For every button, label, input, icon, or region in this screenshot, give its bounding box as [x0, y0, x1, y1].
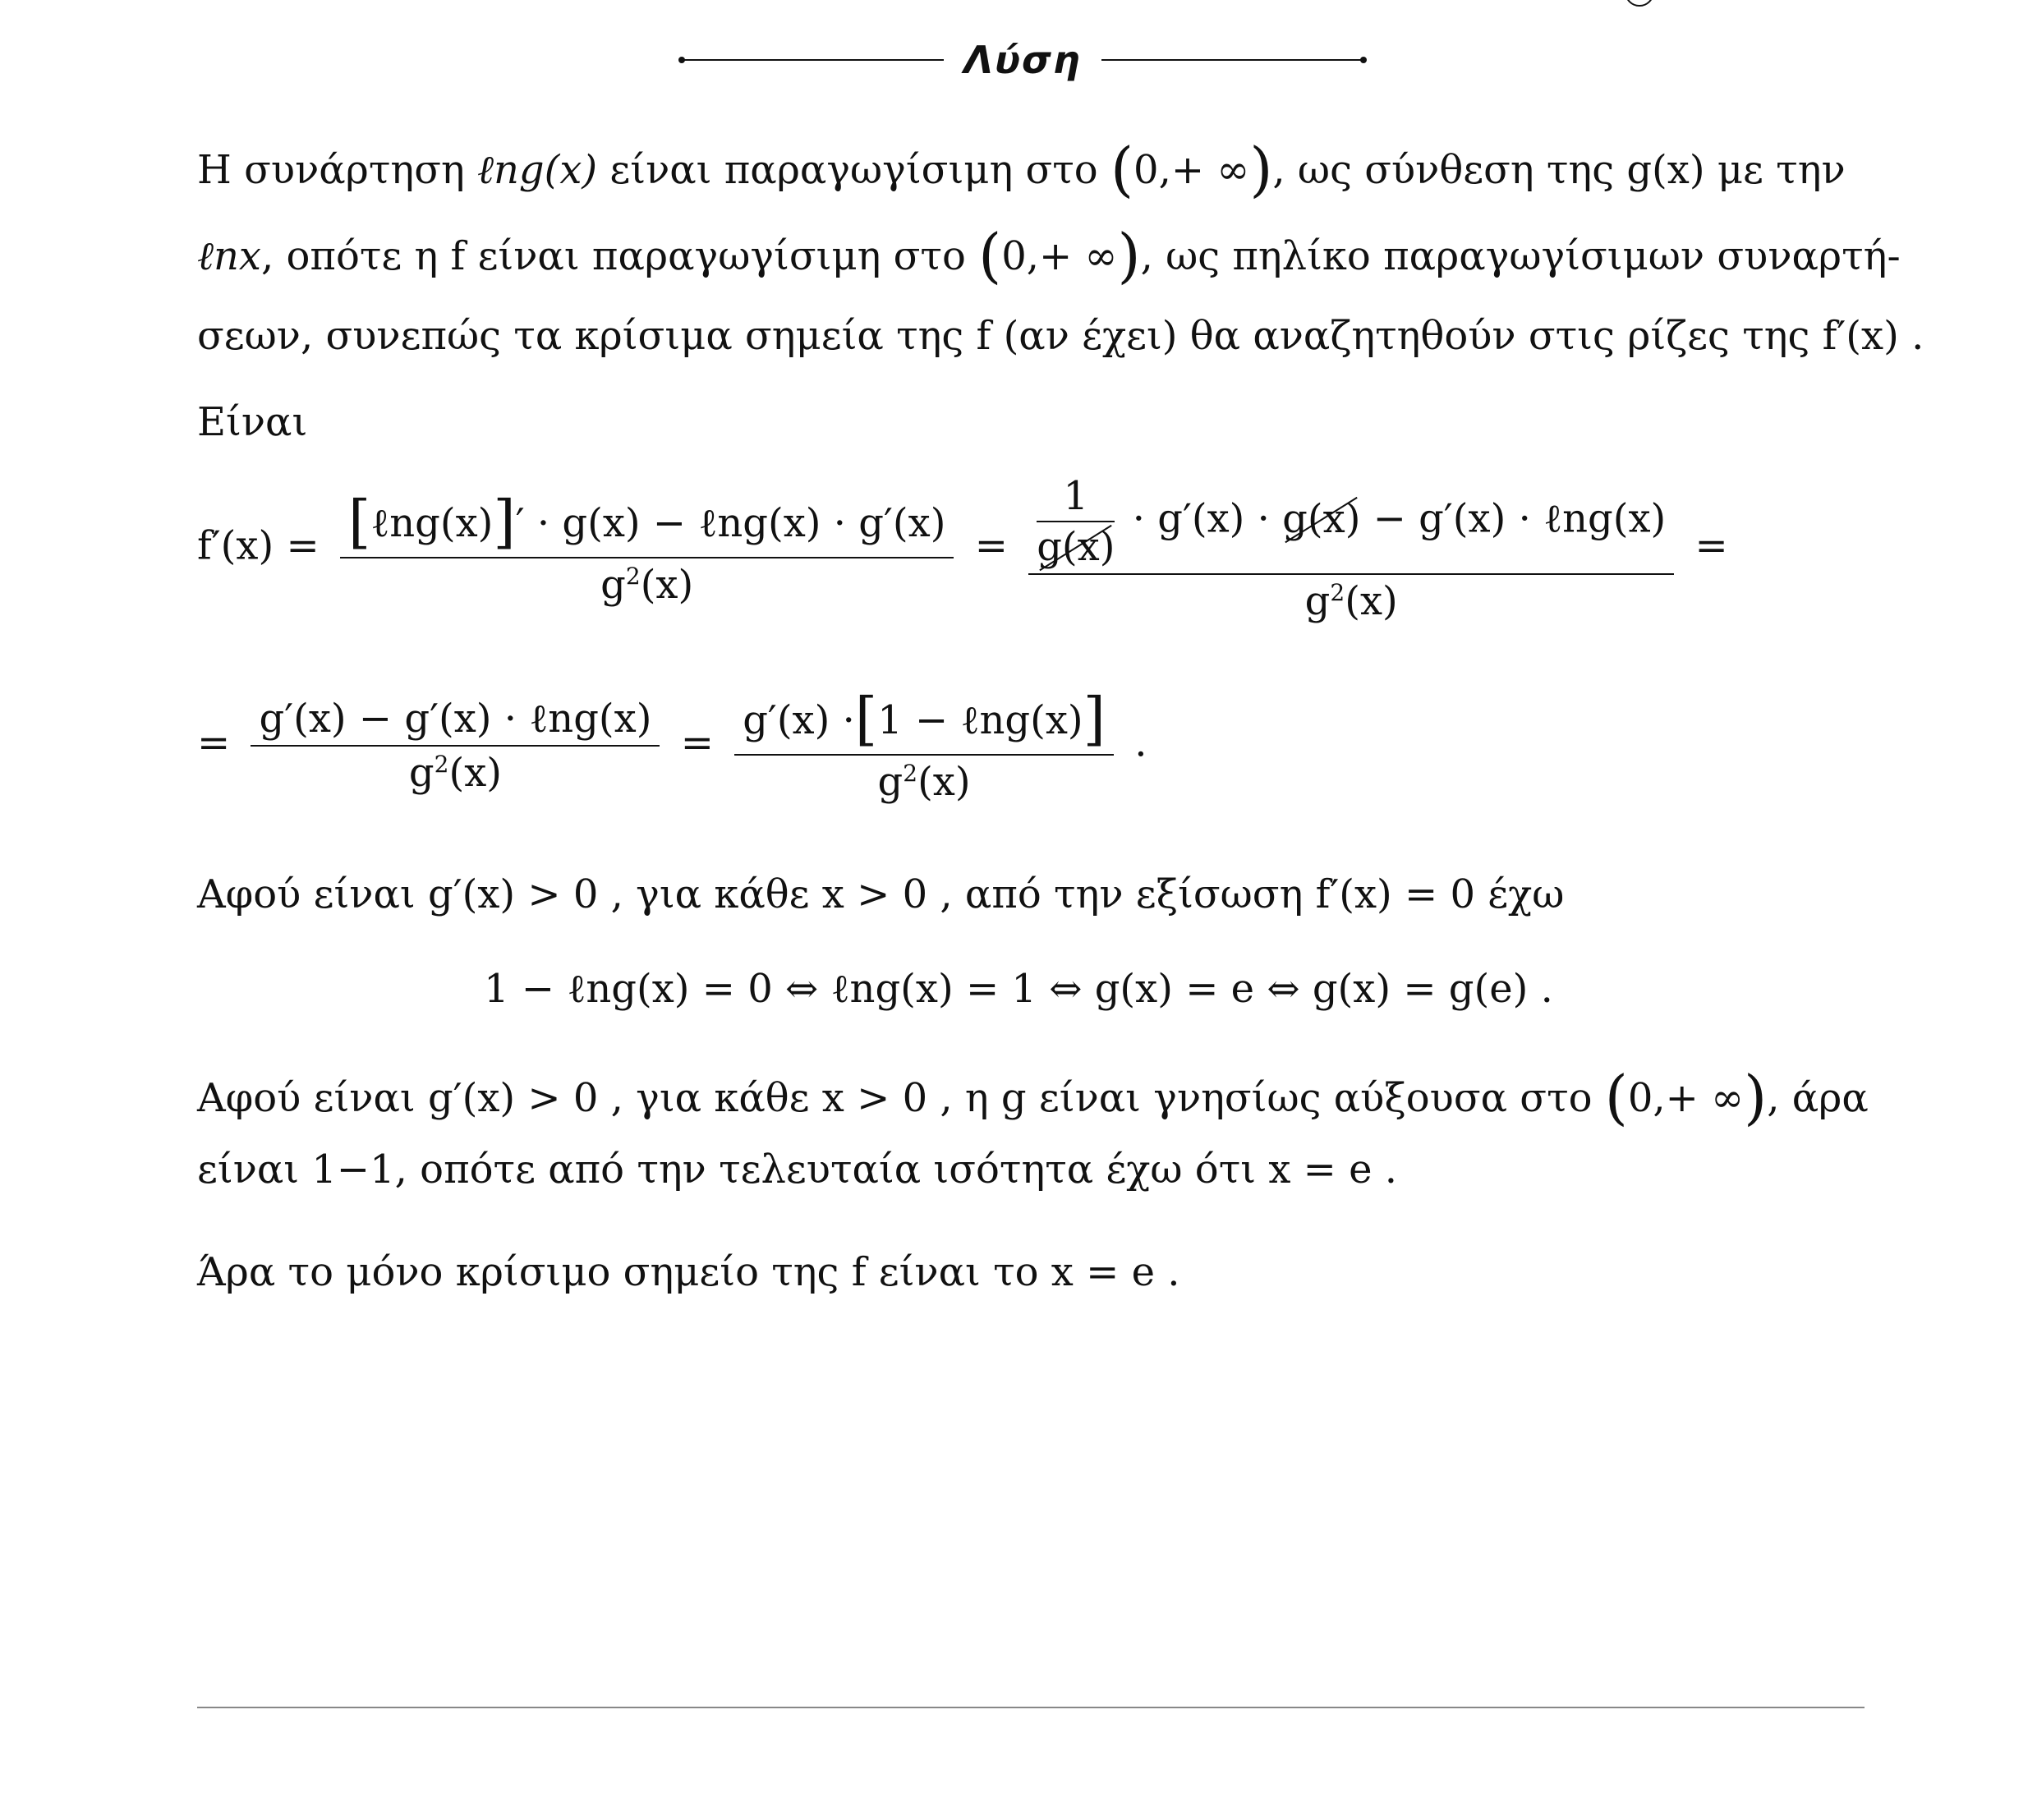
fraction-1: $\frac{\text{[ℓng(x)]′ · g(x) − ℓng(x) · g′(x)}}{g^2(x)}$ — [340, 493, 954, 604]
header-rule-right — [1101, 59, 1363, 61]
para2-line4: Άρα το μόνο κρίσιμο σημείο της f είναι το x = e . — [197, 1249, 1180, 1295]
para2-line3: είναι 1−1, οπότε από την τελευταία ισότητα έχω ότι x = e . — [197, 1147, 1398, 1193]
para2-line2: Αφού είναι g′(x) > 0 , για κάθε x > 0 , η g είναι γνησίως αύξουσα στο (0,+ ∞), άρα — [197, 1063, 1869, 1132]
corner-mark — [1625, 0, 1654, 7]
footer-rule — [197, 1707, 1865, 1708]
fraction-3: $\frac{\text{g′(x) − g′(x) · ℓng(x)}}{g^2(x)}$ — [251, 699, 660, 793]
para1-line2: ℓnx, οπότε η f είναι παραγωγίσιμη στο (0,+ ∞), ως πηλίκο παραγωγίσιμων συναρτή- — [197, 221, 1901, 290]
equation-2: = $\frac{\text{g′(x) − g′(x) · ℓng(x)}}{g^2(x)}$ = $\frac{\text{g′(x) ·[1 − ℓng(x)]}}{g^2(x)}$ . — [197, 685, 1147, 805]
fraction-2: $\frac{1}{g(x)}$ · g′(x) · g(x) − g′(x) · ℓng(x) $g^2(x)$ — [1028, 476, 1674, 621]
equivalence-chain: 1 − ℓng(x) = 0 ⇔ ℓng(x) = 1 ⇔ g(x) = e ⇔ g(x) = g(e) . — [484, 966, 1553, 1012]
para1-line4: Είναι — [197, 399, 308, 445]
para1-line1: Η συνάρτηση ℓng(x) είναι παραγωγίσιμη στο (0,+ ∞), ως σύνθεση της g(x) με την — [197, 135, 1846, 204]
fraction-4: $\frac{\text{g′(x) ·[1 − ℓng(x)]}}{g^2(x)}$ — [734, 690, 1114, 802]
para2-line1: Αφού είναι g′(x) > 0 , για κάθε x > 0 , από την εξίσωση f′(x) = 0 έχω — [197, 871, 1565, 917]
equation-1: f′(x) = $\frac{\text{[ℓng(x)]′ · g(x) − ℓng(x) · g′(x)}}{g^2(x)}$ = $\frac{1}{g(x)}$ · g′(x) · g(x) − g′(x) · ℓng(x) $g^2(x)$ = — [197, 473, 1728, 624]
header-rule-left — [682, 59, 944, 61]
solution-header — [682, 31, 1363, 89]
para1-line3: σεων, συνεπώς τα κρίσιμα σημεία της f (αν έχει) θα αναζητηθούν στις ρίζες της f′(x) . — [197, 313, 1924, 359]
header-title: Λύση — [963, 38, 1082, 82]
